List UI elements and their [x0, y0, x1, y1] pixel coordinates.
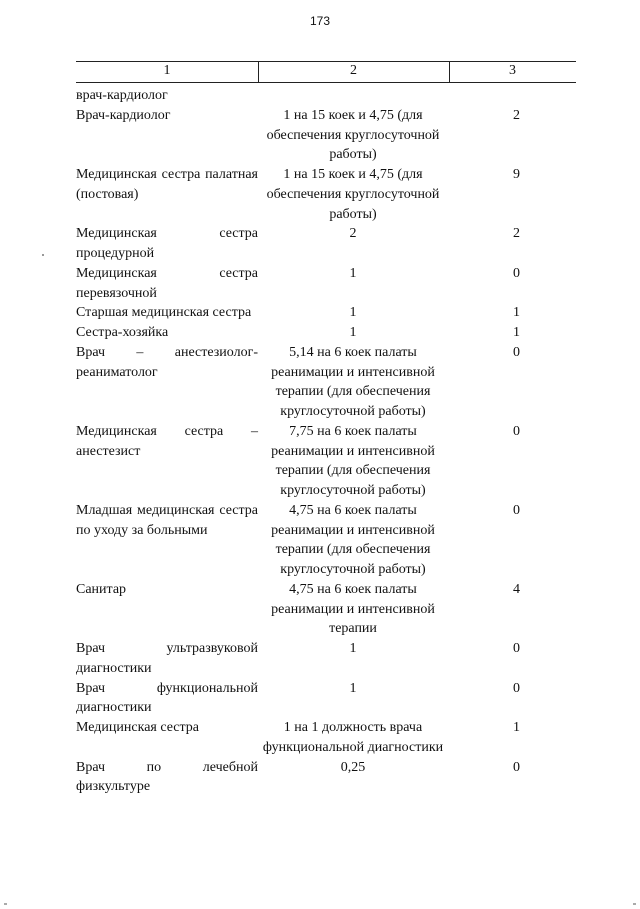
table-row: [76, 165, 576, 224]
count-cell: 0: [513, 423, 520, 439]
position-cell: Медицинская сестра палатная (постовая): [76, 167, 258, 202]
norm-cell: 1 на 1 должность врача функциональной диагностики: [262, 720, 444, 755]
count-cell: 0: [513, 641, 520, 656]
norm-cell: 1 на 15 коек и 4,75 (для обеспечения круглосуточной работы): [266, 167, 440, 222]
norm-cell: 2: [349, 226, 357, 242]
count-cell: 0: [513, 502, 520, 518]
position-cell: Медицинская сестра процедурной: [76, 226, 258, 261]
table-row: [76, 323, 576, 343]
position-cell: Старшая медицинская сестра: [76, 305, 252, 321]
count-cell: 1: [513, 720, 520, 735]
position-cell: Санитар: [76, 581, 127, 597]
count-cell: 1: [513, 305, 520, 321]
table-row: [76, 679, 576, 719]
count-cell: 4: [513, 581, 520, 597]
table-row: [76, 758, 576, 798]
norm-cell: 0,25: [340, 759, 366, 775]
table-header: [76, 61, 576, 83]
position-cell: Врач-кардиолог: [76, 107, 171, 123]
norm-cell: 1: [349, 680, 357, 696]
norm-cell: 1: [349, 265, 357, 281]
count-cell: 0: [513, 680, 520, 696]
table-row: [76, 718, 576, 758]
table-row: [76, 343, 576, 422]
count-cell: 0: [513, 344, 520, 360]
count-cell: 9: [513, 167, 520, 182]
count-cell: 1: [513, 325, 520, 340]
position-cell: Медицинская сестра перевязочной: [76, 265, 258, 301]
column-header-1: 1: [163, 63, 171, 78]
norm-cell: 4,75 на 6 коек палаты реанимации и интенсивной терапии: [271, 581, 435, 637]
count-cell: [448, 86, 576, 106]
norm-cell: 1 на 15 коек и 4,75 (для обеспечения круглосуточной работы): [266, 107, 440, 163]
position-cell: Врач по лечебной физкультуре: [76, 759, 258, 795]
table-row: [76, 106, 576, 165]
table-row: [76, 86, 576, 106]
table-row: [76, 501, 576, 580]
table-row: [76, 580, 576, 639]
table-row: [76, 264, 576, 304]
norm-cell: 5,14 на 6 коек палаты реанимации и интенсивной терапии (для обеспечения круглосуточной работы): [271, 344, 435, 419]
table-row: [76, 422, 576, 501]
table-row: [76, 639, 576, 679]
column-header-2: 2: [350, 63, 357, 78]
norm-cell: 1: [349, 305, 357, 321]
norm-cell: [258, 86, 448, 106]
count-cell: 0: [513, 759, 520, 775]
scan-corner-mark: [4, 903, 7, 905]
count-cell: 2: [513, 107, 520, 123]
position-cell: врач-кардиолог: [76, 88, 168, 103]
position-cell: Врач – анестезиолог-реаниматолог: [76, 344, 258, 380]
norm-cell: 7,75 на 6 коек палаты реанимации и интенсивной терапии (для обеспечения круглосуточной работы): [271, 423, 435, 498]
count-cell: 0: [513, 265, 520, 281]
position-cell: Медицинская сестра – анестезист: [76, 423, 258, 459]
column-header-3: 3: [509, 63, 516, 78]
norm-cell: 1: [349, 325, 357, 340]
table-row: [76, 224, 576, 264]
table-body: [76, 86, 576, 797]
scan-corner-mark: [633, 903, 636, 905]
norm-cell: 4,75 на 6 коек палаты реанимации и интенсивной терапии (для обеспечения круглосуточной работы): [271, 502, 435, 577]
count-cell: 2: [513, 226, 520, 242]
norm-cell: 1: [349, 641, 357, 656]
position-cell: Врач ультразвуковой диагностики: [76, 641, 258, 676]
position-cell: Сестра-хозяйка: [76, 325, 169, 340]
position-cell: Медицинская сестра: [76, 720, 200, 735]
page-number: 173: [309, 14, 331, 28]
position-cell: Младшая медицинская сестра по уходу за больными: [76, 502, 258, 538]
table-row: [76, 303, 576, 323]
position-cell: Врач функциональной диагностики: [76, 680, 258, 716]
scan-mark: [42, 254, 44, 256]
